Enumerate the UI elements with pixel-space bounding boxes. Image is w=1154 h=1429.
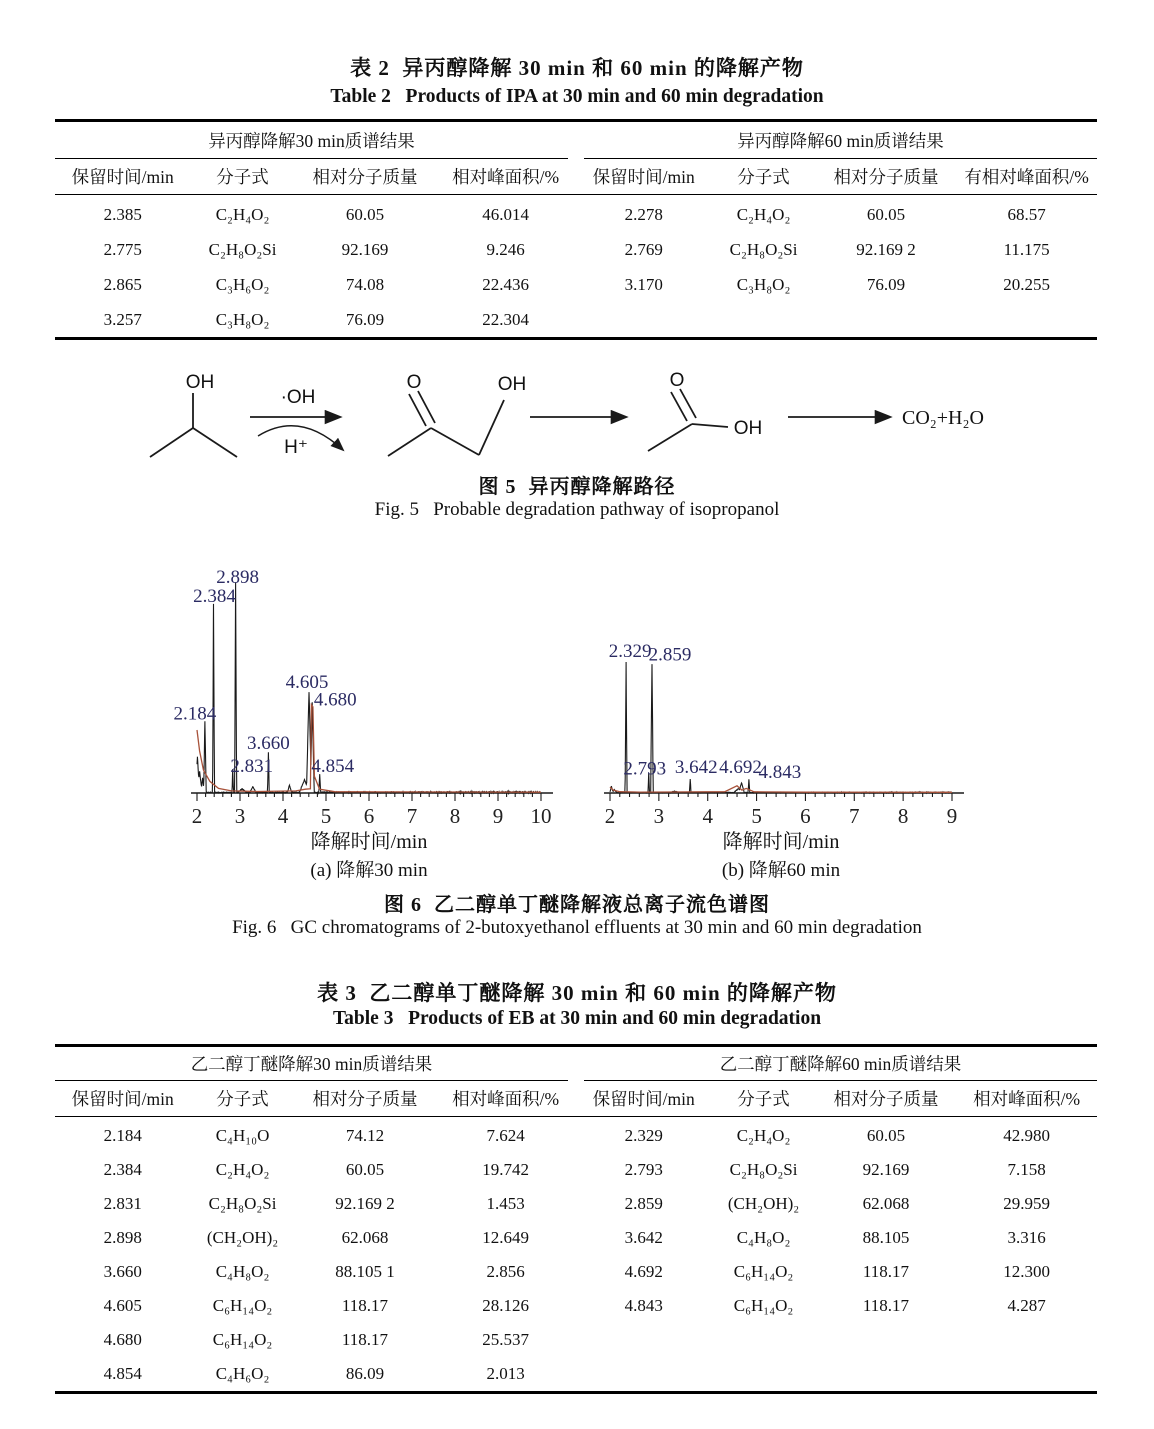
peak-label: 2.898 <box>216 567 259 588</box>
table-row <box>55 1119 576 1153</box>
table-cell: C₂H₄O₂ <box>736 204 791 224</box>
peak-label: 4.605 <box>285 672 329 694</box>
table-cell: 28.126 <box>482 1296 529 1315</box>
table-cell: 2.859 <box>624 1194 663 1213</box>
table-cell: 7.158 <box>1007 1160 1046 1179</box>
table-cell: 2.898 <box>103 1228 142 1247</box>
fig5-pathway-diagram <box>60 360 1060 472</box>
fig5-caption-en: Fig. 5 Probable degradation pathway of isopropanol <box>374 499 780 520</box>
atom-label: OH <box>497 374 527 395</box>
axis-tick-label: 2 <box>191 804 203 828</box>
column-header: 分子式 <box>216 167 269 187</box>
subplot-caption: (b) 降解60 min <box>721 860 841 881</box>
peak-label: 2.184 <box>173 703 217 725</box>
table3 <box>55 1044 1097 1394</box>
subplot-caption: (a) 降解30 min <box>310 860 428 881</box>
table-cell: 3.660 <box>103 1262 142 1281</box>
table3-body-left <box>55 1119 576 1391</box>
peak-label: 2.329 <box>608 641 652 662</box>
axis-tick-label: 9 <box>492 804 504 828</box>
axis-tick-label: 10 <box>530 804 552 828</box>
column-header: 分子式 <box>737 1089 790 1109</box>
table-cell: 92.169 <box>862 1160 910 1179</box>
table-cell: 11.175 <box>1003 239 1050 259</box>
table-cell: 74.12 <box>345 1126 385 1145</box>
atom-label: OH <box>733 418 763 439</box>
table3-title-cn: 表 3 乙二醇单丁醚降解 30 min 和 60 min 的降解产物 <box>317 981 837 1005</box>
table-cell: 4.692 <box>624 1262 663 1281</box>
table3-headers-right <box>576 1081 1097 1116</box>
table-cell: 46.014 <box>482 204 529 224</box>
peak-label: 4.854 <box>311 756 355 778</box>
table-cell: 2.856 <box>486 1262 525 1281</box>
column-header: 相对分子质量 <box>312 1089 418 1109</box>
table-cell: C₄H₆O₂ <box>215 1364 270 1383</box>
table2-body-right <box>576 197 1097 302</box>
atom-label: OH <box>185 372 215 393</box>
column-header: 相对分子质量 <box>312 167 418 187</box>
table-row <box>55 232 576 267</box>
table2-header-row <box>55 159 1097 195</box>
axis-tick-label: 8 <box>897 804 909 828</box>
axis-tick-label: 7 <box>406 804 418 828</box>
hydroxyacetone-structure <box>388 372 526 456</box>
table-row <box>55 302 576 337</box>
table-row <box>576 232 1097 267</box>
fig5-caption-cn: 图 5 异丙醇降解路径 <box>478 476 676 498</box>
table-cell: C₂H₄O₂ <box>736 1126 791 1145</box>
table-cell: 2.831 <box>103 1194 142 1213</box>
peak-label: 2.859 <box>648 644 692 666</box>
table-row <box>576 1289 1097 1323</box>
table-row <box>55 1357 576 1391</box>
table-cell: 2.278 <box>624 204 663 224</box>
table-row <box>55 1255 576 1289</box>
final-products-label: CO₂+H₂O <box>902 407 984 429</box>
table-cell: 4.854 <box>103 1364 142 1383</box>
column-header: 相对分子质量 <box>833 1089 939 1109</box>
column-header: 相对峰面积/% <box>452 1089 560 1109</box>
table3-body-right <box>576 1119 1097 1323</box>
table2-headers-right <box>576 159 1097 194</box>
table3-headers-left <box>55 1081 576 1116</box>
axis-tick-label: 6 <box>800 804 811 828</box>
table-cell: 2.013 <box>486 1364 525 1383</box>
table-row <box>55 1153 576 1187</box>
axis-tick-label: 3 <box>653 804 665 828</box>
table-cell: C₂H₄O₂ <box>215 204 270 224</box>
table3-group-right: 乙二醇丁醚降解60 min质谱结果 <box>584 1047 1097 1081</box>
table-cell: 76.09 <box>866 274 906 294</box>
table-cell: 60.05 <box>866 1126 906 1145</box>
table-cell: 29.959 <box>1003 1194 1050 1213</box>
table-cell: 1.453 <box>486 1194 525 1213</box>
bond-line <box>388 428 431 456</box>
axis-tick-label: 5 <box>751 804 762 828</box>
table-cell: 9.246 <box>486 239 525 259</box>
table-cell: 118.17 <box>862 1296 910 1315</box>
table-cell: 60.05 <box>345 1160 385 1179</box>
table3-body <box>55 1117 1097 1391</box>
table-cell: 2.775 <box>103 239 142 259</box>
isopropanol-structure <box>150 372 237 457</box>
table3-group-row <box>55 1047 1097 1081</box>
table-row <box>576 1153 1097 1187</box>
table-cell: 88.105 <box>862 1228 910 1247</box>
table-cell: C₄H₁₀O <box>215 1126 270 1145</box>
table-cell: 3.642 <box>624 1228 663 1247</box>
table3-header-row <box>55 1081 1097 1117</box>
column-header: 保留时间/min <box>71 167 174 187</box>
table-cell: C₆H₁₄O₂ <box>212 1296 273 1315</box>
table-cell: C₃H₈O₂ <box>736 274 791 294</box>
table2-title-cn: 表 2 异丙醇降解 30 min 和 60 min 的降解产物 <box>350 56 804 80</box>
table-cell: (CH₂OH)₂ <box>727 1194 800 1213</box>
table-cell: 2.184 <box>103 1126 142 1145</box>
table-cell: 68.57 <box>1007 204 1046 224</box>
axis-tick-label: 3 <box>234 804 246 828</box>
table-cell: (CH₂OH)₂ <box>206 1228 279 1247</box>
peak-label: 2.384 <box>193 586 236 607</box>
column-header: 分子式 <box>737 167 790 187</box>
atom-label: O <box>669 370 685 391</box>
double-bond-line <box>418 391 435 423</box>
table-cell: 20.255 <box>1003 274 1050 294</box>
column-header: 相对峰面积/% <box>973 1089 1081 1109</box>
table-cell: 4.680 <box>103 1330 142 1349</box>
column-header: 保留时间/min <box>71 1089 174 1109</box>
table-cell: 88.105 1 <box>335 1262 395 1281</box>
column-header: 相对分子质量 <box>833 167 939 187</box>
table-cell: 92.169 2 <box>856 239 916 259</box>
table2-group-right: 异丙醇降解60 min质谱结果 <box>584 122 1097 159</box>
table-cell: 74.08 <box>345 274 385 294</box>
table-cell: 2.329 <box>624 1126 663 1145</box>
table-cell: 2.865 <box>103 274 142 294</box>
table-row <box>576 197 1097 232</box>
peak-label: 4.680 <box>313 689 357 711</box>
table-cell: 118.17 <box>341 1296 389 1315</box>
table-cell: 3.257 <box>103 309 142 329</box>
table-row <box>576 1221 1097 1255</box>
table-cell: 60.05 <box>866 204 906 224</box>
table-cell: 12.300 <box>1003 1262 1050 1281</box>
table-cell: 118.17 <box>862 1262 910 1281</box>
table2 <box>55 119 1097 340</box>
table-cell: 7.624 <box>486 1126 525 1145</box>
table-cell: 22.436 <box>482 274 529 294</box>
axis-tick-label: 2 <box>604 804 616 828</box>
axis-tick-label: 4 <box>277 804 289 828</box>
chromatogram-30min <box>110 550 570 880</box>
table-cell: C₆H₁₄O₂ <box>733 1296 794 1315</box>
table2-title-en: Table 2 Products of IPA at 30 min and 60 min degradation <box>330 86 824 107</box>
peak-label: 3.660 <box>247 733 290 755</box>
peak-label: 2.831 <box>230 755 274 777</box>
table-cell: C₆H₁₄O₂ <box>733 1262 794 1281</box>
table2-group-row <box>55 122 1097 159</box>
table2-body-left <box>55 197 576 337</box>
table-cell: 92.169 2 <box>335 1194 395 1213</box>
table-cell: 42.980 <box>1003 1126 1050 1145</box>
table-cell: 4.287 <box>1007 1296 1046 1315</box>
table-row <box>55 1187 576 1221</box>
fig6-caption-cn: 图 6 乙二醇单丁醚降解液总离子流色谱图 <box>384 894 770 916</box>
table-cell: 2.793 <box>624 1160 663 1179</box>
axis-tick-label: 5 <box>320 804 332 828</box>
table-row <box>55 197 576 232</box>
bond-line <box>648 424 692 451</box>
axis-tick-label: 4 <box>702 804 713 828</box>
table-cell: C₄H₈O₂ <box>736 1228 791 1247</box>
table-cell: 118.17 <box>341 1330 389 1349</box>
table-row <box>576 1187 1097 1221</box>
table-row <box>55 267 576 302</box>
column-header: 保留时间/min <box>592 1089 695 1109</box>
table-cell: C₆H₁₄O₂ <box>212 1330 273 1349</box>
column-header: 相对峰面积/% <box>452 167 560 187</box>
chromatogram-60min <box>585 550 1005 880</box>
bond-line <box>431 428 479 455</box>
table-cell: C₃H₆O₂ <box>215 274 270 294</box>
table-cell: C₂H₈O₂Si <box>729 239 798 259</box>
table-cell: 12.649 <box>482 1228 529 1247</box>
table-cell: 4.843 <box>624 1296 663 1315</box>
table-row <box>55 1221 576 1255</box>
axis-tick-label: 8 <box>449 804 461 828</box>
peak-label: 3.642 <box>674 757 718 779</box>
table-cell: C₄H₈O₂ <box>215 1262 270 1281</box>
table-cell: 86.09 <box>345 1364 385 1383</box>
proton-label: H⁺ <box>284 437 308 458</box>
peak-label: 4.692 <box>719 757 762 779</box>
table-cell: 92.169 <box>341 239 389 259</box>
table-row <box>576 267 1097 302</box>
table2-group-left: 异丙醇降解30 min质谱结果 <box>55 122 568 159</box>
x-axis-label: 降解时间/min <box>310 831 428 853</box>
table-cell: 3.316 <box>1007 1228 1046 1247</box>
table-cell: 76.09 <box>345 309 385 329</box>
table-cell: C₂H₄O₂ <box>215 1160 270 1179</box>
table-row <box>55 1289 576 1323</box>
table-row <box>55 1323 576 1357</box>
table-cell: C₂H₈O₂Si <box>208 1194 277 1213</box>
bond-line <box>692 424 728 427</box>
table-cell: 2.769 <box>624 239 663 259</box>
column-header: 保留时间/min <box>592 167 695 187</box>
table-cell: C₂H₈O₂Si <box>729 1160 798 1179</box>
table-row <box>576 1119 1097 1153</box>
table-cell: 2.385 <box>103 204 142 224</box>
axis-tick-label: 9 <box>946 804 958 828</box>
table-cell: C₂H₈O₂Si <box>208 239 277 259</box>
table-cell: 2.384 <box>103 1160 142 1179</box>
table-cell: C₃H₈O₂ <box>215 309 270 329</box>
double-bond-line <box>409 394 426 426</box>
x-axis-label: 降解时间/min <box>722 831 840 853</box>
column-header: 分子式 <box>216 1089 269 1109</box>
table2-headers-left <box>55 159 576 194</box>
table-row <box>576 1255 1097 1289</box>
peak-label: 2.793 <box>623 758 667 780</box>
table-cell: 4.605 <box>103 1296 142 1315</box>
bond-line <box>479 400 504 455</box>
table3-title-en: Table 3 Products of EB at 30 min and 60 min degradation <box>332 1008 822 1029</box>
table2-body <box>55 195 1097 337</box>
reaction-arrow-1 <box>250 387 343 458</box>
table3-group-left: 乙二醇丁醚降解30 min质谱结果 <box>55 1047 568 1081</box>
table-cell: 62.068 <box>341 1228 389 1247</box>
fig6-caption-en: Fig. 6 GC chromatograms of 2-butoxyethanol effluents at 30 min and 60 min degradation <box>232 917 922 938</box>
atom-label: O <box>406 372 422 393</box>
axis-tick-label: 6 <box>363 804 375 828</box>
axis-tick-label: 7 <box>849 804 860 828</box>
table-cell: 19.742 <box>482 1160 529 1179</box>
table-cell: 3.170 <box>624 274 663 294</box>
hydroxyl-radical-label: ·OH <box>280 387 316 408</box>
column-header: 有相对峰面积/% <box>964 167 1089 187</box>
table-cell: 60.05 <box>345 204 385 224</box>
acetic-acid-structure <box>648 370 762 451</box>
peak-label: 4.843 <box>758 761 802 783</box>
table-cell: 62.068 <box>862 1194 910 1213</box>
bond-line <box>193 428 237 457</box>
bond-line <box>150 428 193 457</box>
table-cell: 22.304 <box>482 309 529 329</box>
table-cell: 25.537 <box>482 1330 529 1349</box>
